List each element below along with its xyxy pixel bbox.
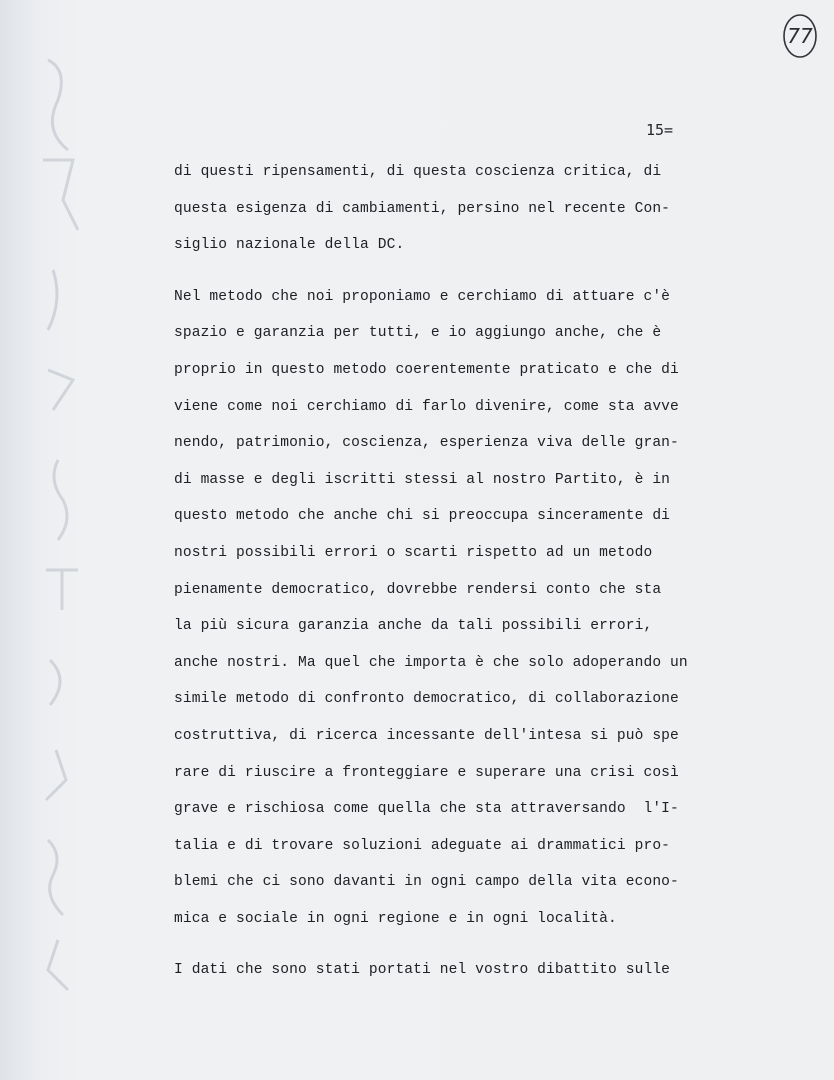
text-line: mica e sociale in ogni regione e in ogni località. bbox=[174, 910, 617, 927]
text-line: Nel metodo che noi proponiamo e cerchiamo di attuare c'è bbox=[174, 288, 671, 305]
text-line: anche nostri. Ma quel che importa è che solo adoperando un bbox=[174, 654, 688, 671]
paragraph-2 bbox=[174, 279, 734, 938]
text-line: simile metodo di confronto democratico, di collaborazione bbox=[174, 691, 679, 708]
text-line: costruttiva, di ricerca incessante dell'intesa si può spe bbox=[174, 727, 679, 744]
text-line: blemi che ci sono davanti in ogni campo della vita econo- bbox=[174, 874, 679, 891]
folio-mark bbox=[781, 12, 819, 60]
text-line: di questi ripensamenti, di questa coscienza critica, di bbox=[174, 164, 662, 180]
text-line: proprio in questo metodo coerentemente praticato e che di bbox=[174, 361, 679, 378]
paragraph-3 bbox=[174, 952, 734, 989]
text-line: la più sicura garanzia anche da tali possibili errori, bbox=[174, 618, 653, 635]
paragraph-1 bbox=[174, 154, 734, 264]
text-line: spazio e garanzia per tutti, e io aggiungo anche, che è bbox=[174, 325, 662, 342]
body-text bbox=[174, 154, 734, 989]
text-line: questa esigenza di cambiamenti, persino nel recente Con- bbox=[174, 200, 671, 217]
text-line: talia e di trovare soluzioni adeguate ai drammatici pro- bbox=[174, 837, 671, 854]
text-line: I dati che sono stati portati nel vostro dibattito sulle bbox=[174, 962, 671, 979]
text-line: viene come noi cerchiamo di farlo divenire, come sta avve bbox=[174, 398, 679, 415]
text-line: nostri possibili errori o scarti rispetto ad un metodo bbox=[174, 544, 653, 561]
text-line: questo metodo che anche chi si preoccupa sinceramente di bbox=[174, 508, 671, 525]
folio-number: 77 bbox=[787, 24, 813, 48]
text-line: siglio nazionale della DC. bbox=[174, 237, 405, 254]
page-number: 15= bbox=[646, 121, 674, 139]
text-line: rare di riuscire a fronteggiare e superare una crisi così bbox=[174, 764, 679, 781]
text-line: di masse e degli iscritti stessi al nostro Partito, è in bbox=[174, 471, 671, 488]
text-line: pienamente democratico, dovrebbe rendersi conto che sta bbox=[174, 581, 662, 598]
bleed-through-marks bbox=[28, 40, 98, 1060]
text-line: grave e rischiosa come quella che sta attraversando l'I- bbox=[174, 801, 679, 818]
text-line: nendo, patrimonio, coscienza, esperienza viva delle gran- bbox=[174, 435, 679, 452]
